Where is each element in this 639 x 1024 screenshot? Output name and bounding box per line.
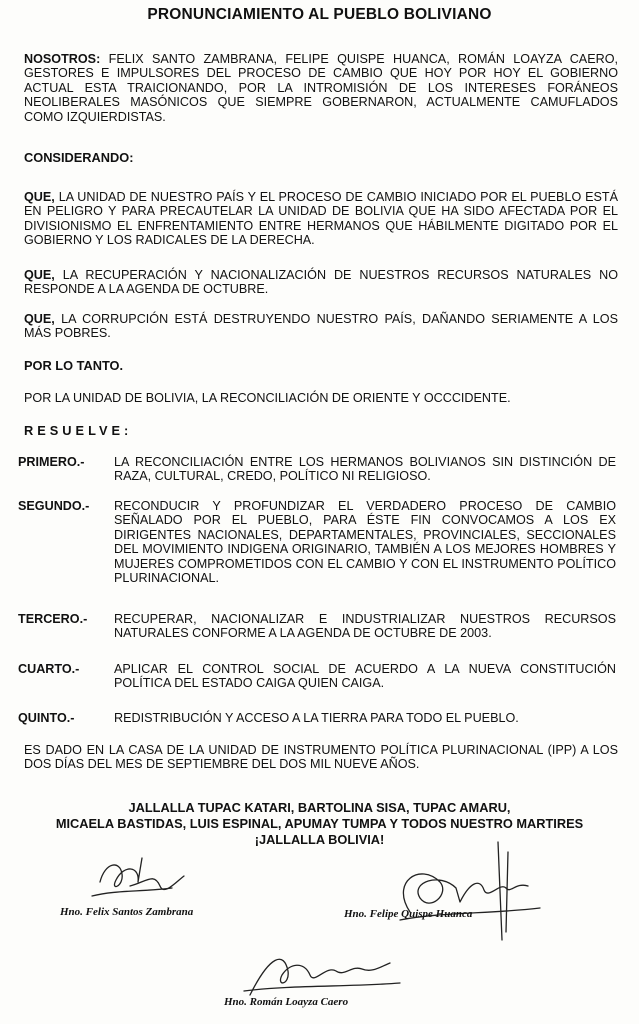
document-title: PRONUNCIAMIENTO AL PUEBLO BOLIVIANO [147, 6, 492, 23]
considerando-item-1-lead: QUE, [24, 190, 55, 204]
considerando-item-1-text: LA UNIDAD DE NUESTRO PAÍS Y EL PROCESO DE CAMBIO INICIADO POR EL PUEBLO ESTÁ EN PELIGRO Y PARA PRECAUTELAR LA UNIDAD DE BOLIVIA QUE HA SIDO AFECTADA POR EL DIVISIONISMO EL ENFRENTAMIENTO ENTRE HERMANOS QUE HÁBILMENTE DIGITADO POR EL GOBIERNO Y LOS RADICALES DE LA DERECHA. [24, 190, 619, 248]
resuelve-item-text: RECUPERAR, NACIONALIZAR E INDUSTRIALIZAR NUESTROS RECURSOS NATURALES CONFORME A LA AGENDA DE OCTUBRE DE 2003. [114, 612, 616, 641]
resuelve-item-label: QUINTO.- [18, 711, 75, 725]
signature-scribble-zambrana [80, 852, 190, 912]
considerando-item-3-text: LA CORRUPCIÓN ESTÁ DESTRUYENDO NUESTRO PAÍS, DAÑANDO SERIAMENTE A LOS MÁS POBRES. [24, 312, 618, 341]
por-lo-tanto-text: POR LA UNIDAD DE BOLIVIA, LA RECONCILIACIÓN DE ORIENTE Y OCCCIDENTE. [24, 391, 511, 405]
considerando-item-2 [24, 268, 618, 297]
signature-name-quispe: Hno. Felipe Quispe Huanca [344, 908, 473, 920]
por-lo-tanto-heading: POR LO TANTO. [24, 358, 124, 373]
intro-text: FELIX SANTO ZAMBRANA, FELIPE QUISPE HUANCA, ROMÁN LOAYZA CAERO, GESTORES E IMPULSORES DEL PROCESO DE CAMBIO QUE HOY POR HOY EL GOBIERNO ACTUAL ESTA TRAICIONANDO, POR LA INTROMISIÓN DE LOS INTERESES FORÁNEOS NEOLIBERALES MASÓNICOS QUE SIEMPRE GOBERNARON, ACTUALMENTE CAMUFLADOS COMO IZQUIERDISTAS. [24, 52, 618, 124]
resuelve-item-text: REDISTRIBUCIÓN Y ACCESO A LA TIERRA PARA TODO EL PUEBLO. [114, 711, 519, 725]
closing-line-1: JALLALLA TUPAC KATARI, BARTOLINA SISA, TUPAC AMARU, [128, 800, 511, 815]
considerando-item-2-lead: QUE, [24, 268, 55, 282]
closing-line-2: MICAELA BASTIDAS, LUIS ESPINAL, APUMAY TUMPA Y TODOS NUESTRO MARTIRES [55, 816, 584, 831]
considerando-item-3-lead: QUE, [24, 312, 55, 326]
closing-block [0, 800, 639, 848]
resuelve-item-text: APLICAR EL CONTROL SOCIAL DE ACUERDO A LA NUEVA CONSTITUCIÓN POLÍTICA DEL ESTADO CAIGA QUIEN CAIGA. [114, 662, 616, 691]
resuelve-heading: RESUELVE: [24, 423, 133, 438]
intro-lead: NOSOTROS: [24, 52, 101, 66]
resuelve-item-text: RECONDUCIR Y PROFUNDIZAR EL VERDADERO PROCESO DE CAMBIO SEÑALADO POR EL PUEBLO, PARA ÉSTE FIN CONVOCAMOS A LOS EX DIRIGENTES NACIONALES, DEPARTAMENTALES, PROVINCIALES, SECCIONALES DEL MOVIMIENTO INDIGENA ORIGINARIO, TAMBIÉN A LOS MEJORES HOMBRES Y MUJERES COMPROMETIDOS CON EL CAMBIO Y CON EL INSTRUMENTO POLÍTICO PLURINACIONAL. [114, 499, 616, 586]
resuelve-item-label: CUARTO.- [18, 662, 80, 676]
intro-paragraph [24, 52, 618, 124]
signature-name-zambrana: Hno. Felix Santos Zambrana [60, 906, 194, 918]
considerando-item-2-text: LA RECUPERACIÓN Y NACIONALIZACIÓN DE NUESTROS RECURSOS NATURALES NO RESPONDE A LA AGENDA DE OCTUBRE. [24, 268, 618, 297]
signature-name-loayza: Hno. Román Loayza Caero [224, 996, 349, 1008]
resuelve-item-label: PRIMERO.- [18, 455, 85, 469]
signature-scribble-quispe [380, 842, 550, 942]
considerando-item-1 [24, 190, 618, 248]
resuelve-item-label: SEGUNDO.- [18, 499, 90, 513]
dado-paragraph: ES DADO EN LA CASA DE LA UNIDAD DE INSTRUMENTO POLÍTICA PLURINACIONAL (IPP) A LOS DOS DÍAS DEL MES DE SEPTIEMBRE DEL DOS MIL NUEVE AÑOS. [24, 743, 618, 772]
considerando-heading: CONSIDERANDO: [24, 150, 134, 165]
closing-line-3: ¡JALLALLA BOLIVIA! [254, 832, 385, 847]
resuelve-item-label: TERCERO.- [18, 612, 88, 626]
resuelve-item-text: LA RECONCILIACIÓN ENTRE LOS HERMANOS BOLIVIANOS SIN DISTINCIÓN DE RAZA, CULTURAL, CREDO, POLÍTICO NI RELIGIOSO. [114, 455, 616, 484]
considerando-item-3 [24, 312, 618, 341]
